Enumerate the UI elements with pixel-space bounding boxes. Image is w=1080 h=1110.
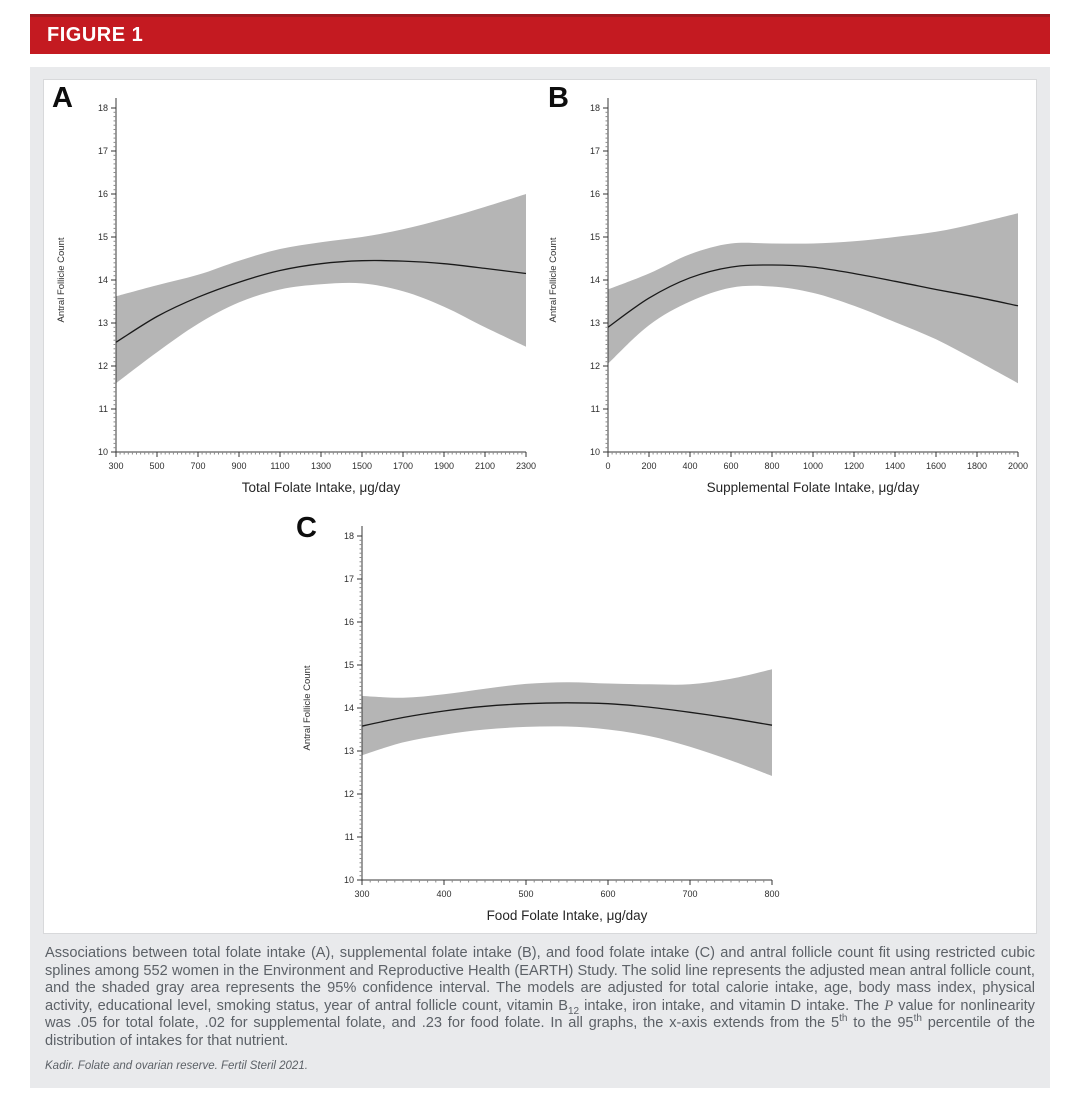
svg-text:Total Folate Intake, μg/day: Total Folate Intake, μg/day bbox=[241, 480, 401, 495]
plot-box bbox=[43, 79, 1037, 934]
svg-text:1600: 1600 bbox=[925, 461, 947, 471]
svg-text:2300: 2300 bbox=[515, 461, 537, 471]
svg-text:400: 400 bbox=[682, 461, 698, 471]
figure-title: FIGURE 1 bbox=[47, 24, 144, 46]
svg-text:11: 11 bbox=[590, 404, 600, 414]
svg-text:600: 600 bbox=[600, 889, 616, 899]
svg-text:Antral Follicle Count: Antral Follicle Count bbox=[302, 665, 313, 751]
figure-block bbox=[30, 14, 1050, 1088]
svg-text:2100: 2100 bbox=[474, 461, 496, 471]
svg-text:17: 17 bbox=[589, 146, 600, 156]
svg-text:Supplemental Folate Intake, μg: Supplemental Folate Intake, μg/day bbox=[706, 480, 920, 495]
svg-text:13: 13 bbox=[343, 746, 354, 756]
svg-text:1500: 1500 bbox=[351, 461, 373, 471]
svg-text:1000: 1000 bbox=[802, 461, 824, 471]
svg-text:13: 13 bbox=[97, 318, 108, 328]
svg-text:16: 16 bbox=[97, 189, 108, 199]
svg-text:2000: 2000 bbox=[1007, 461, 1029, 471]
svg-text:11: 11 bbox=[344, 832, 354, 842]
figure-body bbox=[30, 67, 1050, 1088]
svg-text:12: 12 bbox=[97, 361, 108, 371]
panel-a-label: A bbox=[52, 82, 73, 114]
svg-text:Antral Follicle Count: Antral Follicle Count bbox=[548, 237, 559, 323]
panel-a-chart bbox=[44, 80, 544, 505]
svg-text:800: 800 bbox=[764, 889, 780, 899]
svg-text:14: 14 bbox=[97, 275, 108, 285]
svg-text:1900: 1900 bbox=[433, 461, 455, 471]
svg-text:10: 10 bbox=[343, 875, 354, 885]
svg-text:200: 200 bbox=[641, 461, 657, 471]
svg-text:1700: 1700 bbox=[392, 461, 414, 471]
figure-caption: Associations between total folate intake (A), supplemental folate intake (B), and food folate intake (C) and antral follicle count fit using restricted cubic splines among 552 women in the Environment and Reproductive Health (EARTH) Study. The solid line represents the adjusted mean antral follicle count, and the shaded gray area represents the 95% confidence interval. The models are adjusted for total calorie intake, age, body mass index, physical activity, educational level, smoking status, year of antral follicle count, vitamin $B_{12}$ intake, iron intake, and vitamin D intake. The P value for nonlinearity was .05 for total folate, .02 for supplemental folate, and .23 for food folate. In all graphs, the x-axis extends from the 5th to the 95th percentile of the distribution of intakes for that nutrient. bbox=[45, 945, 1035, 1049]
svg-text:16: 16 bbox=[343, 617, 354, 627]
svg-text:15: 15 bbox=[343, 660, 354, 670]
svg-text:700: 700 bbox=[682, 889, 698, 899]
svg-text:11: 11 bbox=[98, 404, 108, 414]
svg-text:500: 500 bbox=[518, 889, 534, 899]
panel-b-label: B bbox=[548, 82, 569, 114]
svg-text:Food Folate Intake, μg/day: Food Folate Intake, μg/day bbox=[486, 908, 648, 923]
svg-text:1800: 1800 bbox=[966, 461, 988, 471]
svg-text:1400: 1400 bbox=[884, 461, 906, 471]
svg-text:700: 700 bbox=[190, 461, 206, 471]
svg-text:300: 300 bbox=[108, 461, 124, 471]
svg-text:17: 17 bbox=[97, 146, 108, 156]
panel-b-chart bbox=[536, 80, 1036, 505]
svg-text:0: 0 bbox=[605, 461, 611, 471]
panel-c-label: C bbox=[296, 512, 317, 544]
svg-text:600: 600 bbox=[723, 461, 739, 471]
svg-text:18: 18 bbox=[589, 103, 600, 113]
svg-text:1200: 1200 bbox=[843, 461, 865, 471]
svg-text:800: 800 bbox=[764, 461, 780, 471]
svg-text:14: 14 bbox=[343, 703, 354, 713]
figure-banner bbox=[30, 14, 1050, 54]
svg-text:Antral Follicle Count: Antral Follicle Count bbox=[56, 237, 67, 323]
svg-text:10: 10 bbox=[589, 447, 600, 457]
svg-text:17: 17 bbox=[343, 574, 354, 584]
svg-text:12: 12 bbox=[589, 361, 600, 371]
svg-text:15: 15 bbox=[589, 232, 600, 242]
svg-text:18: 18 bbox=[343, 531, 354, 541]
figure-credit: Kadir. Folate and ovarian reserve. Fertil Steril 2021. bbox=[45, 1059, 308, 1072]
svg-text:300: 300 bbox=[354, 889, 370, 899]
svg-text:14: 14 bbox=[589, 275, 600, 285]
svg-text:1300: 1300 bbox=[310, 461, 332, 471]
svg-text:12: 12 bbox=[343, 789, 354, 799]
panel-c-chart bbox=[290, 508, 790, 933]
svg-text:13: 13 bbox=[589, 318, 600, 328]
svg-text:500: 500 bbox=[149, 461, 165, 471]
svg-text:18: 18 bbox=[97, 103, 108, 113]
svg-text:1100: 1100 bbox=[270, 461, 290, 471]
svg-text:10: 10 bbox=[97, 447, 108, 457]
svg-text:900: 900 bbox=[231, 461, 247, 471]
svg-text:15: 15 bbox=[97, 232, 108, 242]
svg-text:16: 16 bbox=[589, 189, 600, 199]
svg-text:400: 400 bbox=[436, 889, 452, 899]
